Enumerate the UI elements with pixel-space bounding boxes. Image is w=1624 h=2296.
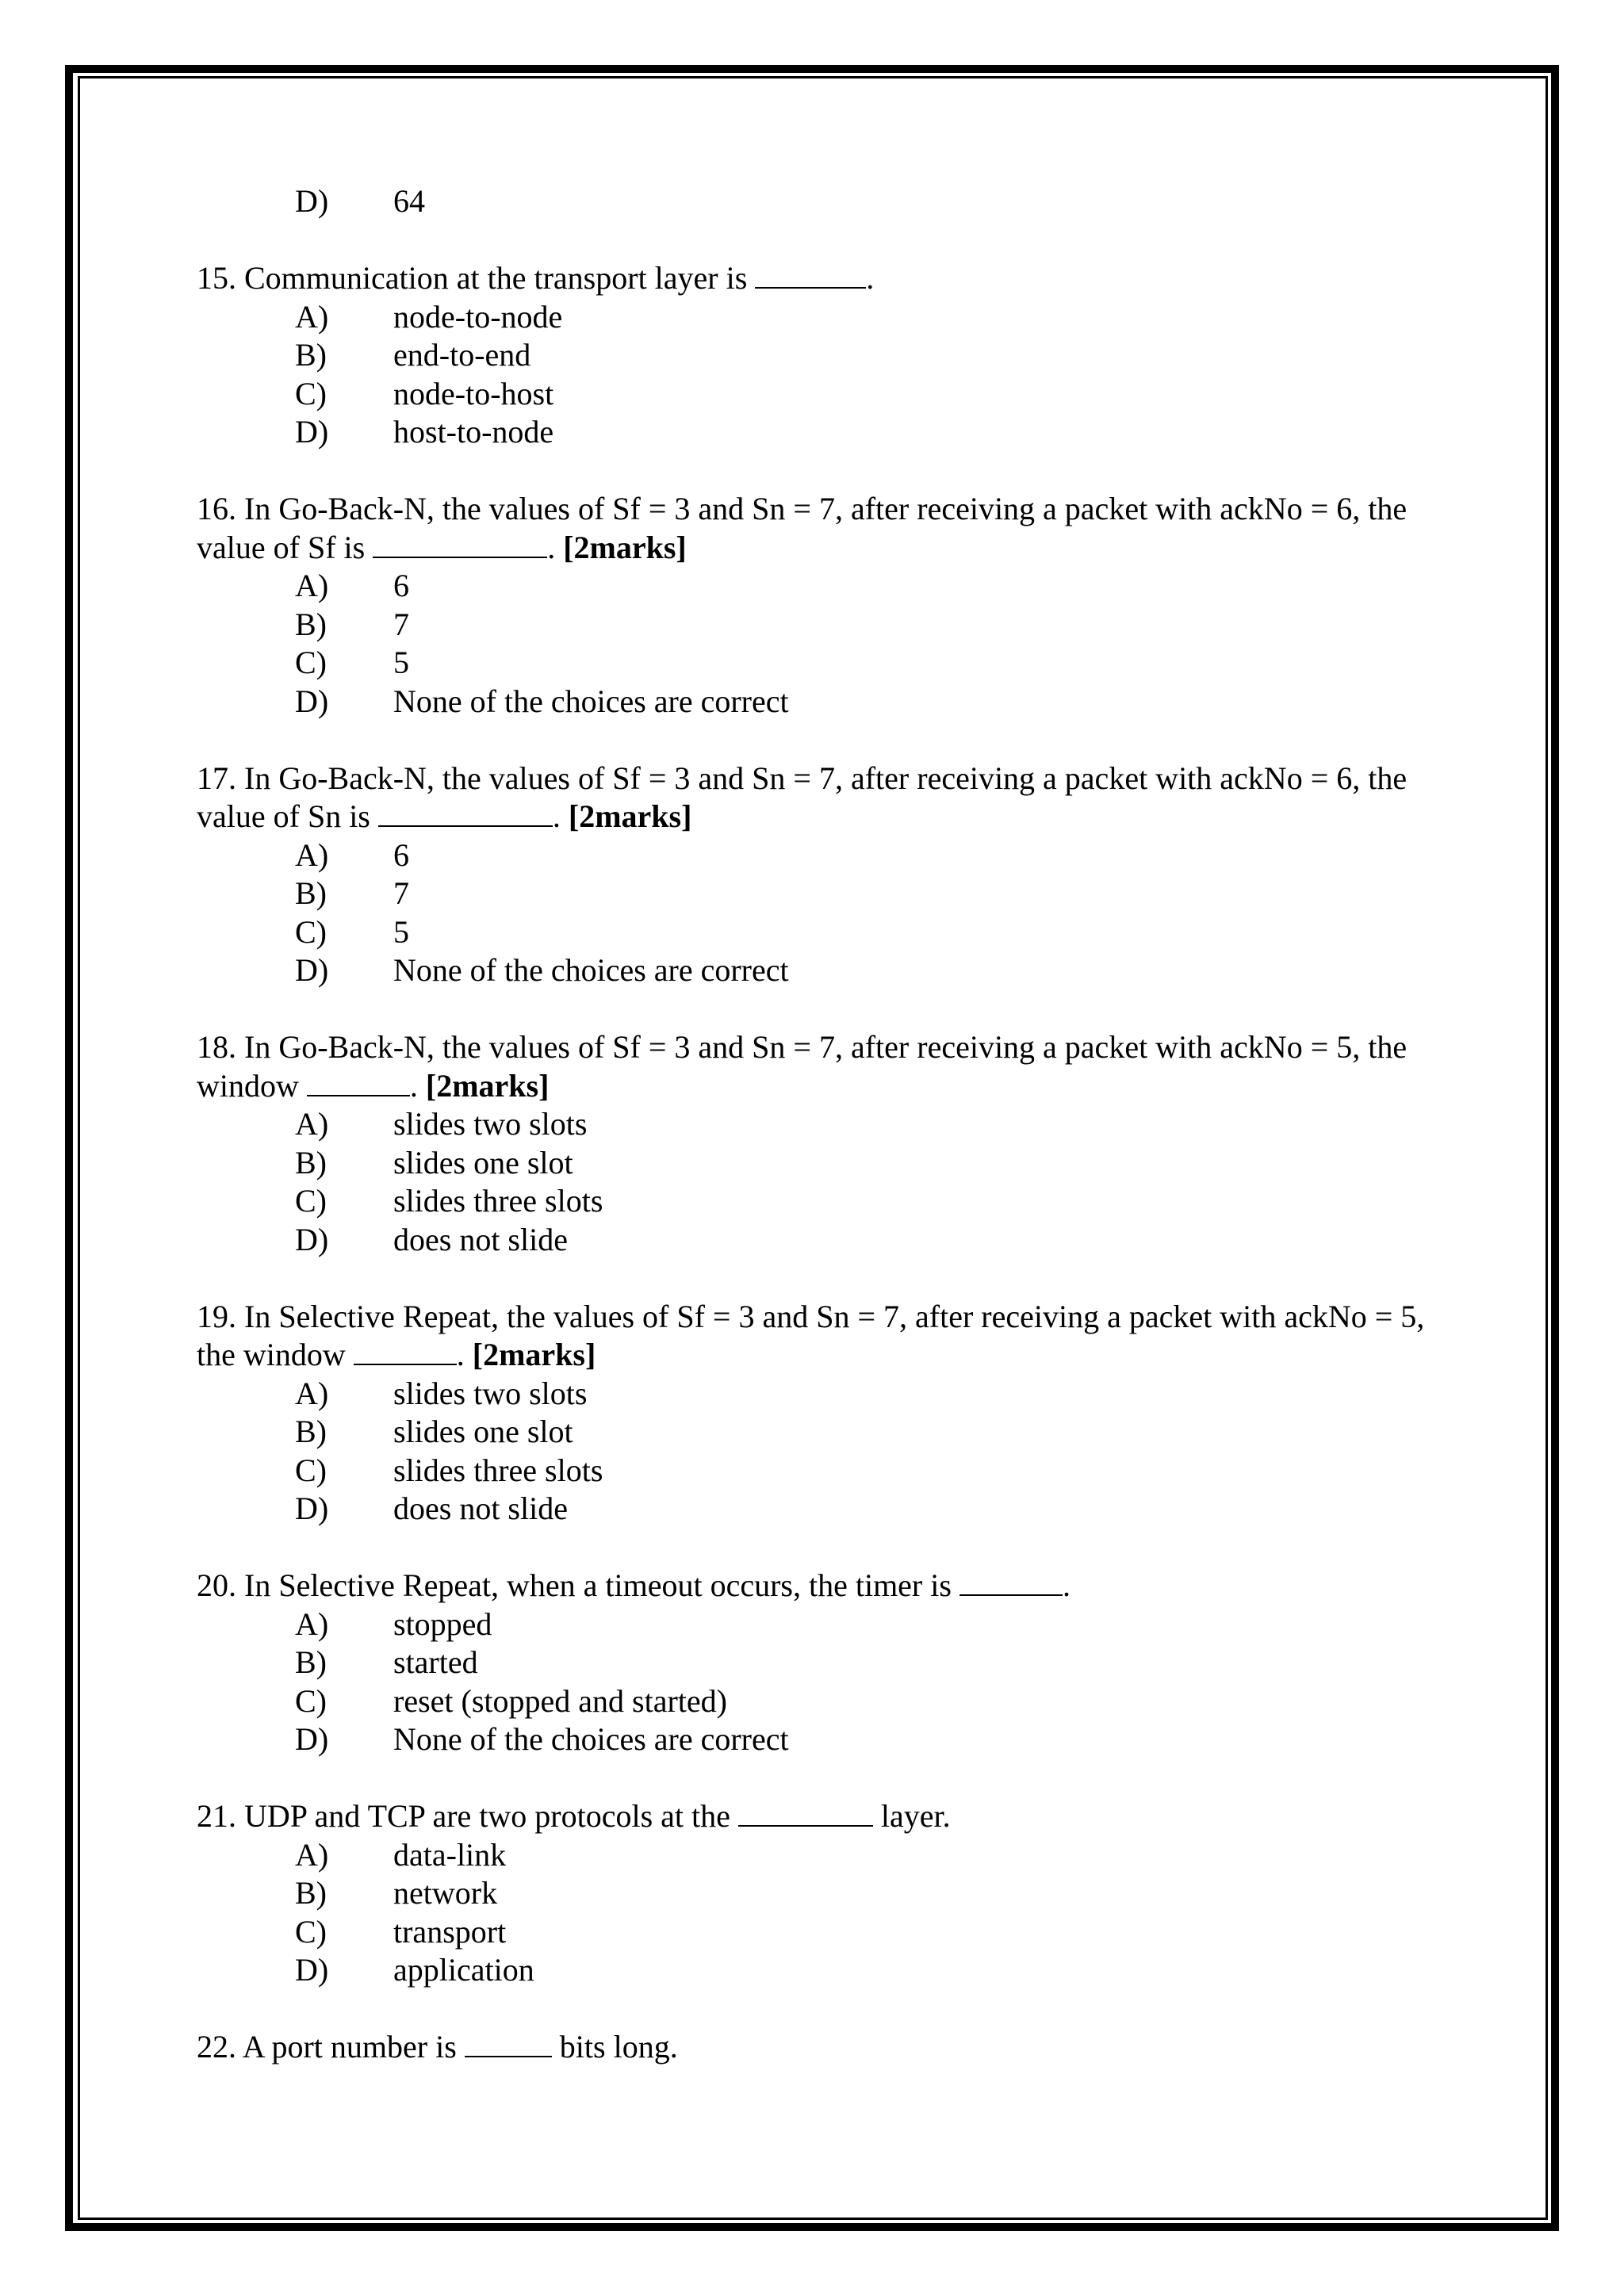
answer-option [197,951,1434,990]
option-letter: B) [295,875,327,911]
question-suffix: . [547,529,564,565]
exam-content [197,182,1434,2067]
option-text: does not slide [393,1490,568,1526]
option-letter: D) [295,1952,329,1988]
question-text: 20. In Selective Repeat, when a timeout occurs, the timer is [197,1567,959,1603]
answer-option [197,413,1434,452]
marks-label: [2marks] [425,1067,550,1104]
answer-option [197,1874,1434,1913]
option-letter: A) [295,568,329,603]
option-letter: B) [295,1644,327,1680]
question-suffix: . [1062,1567,1071,1603]
option-text: node-to-node [393,298,563,335]
option-text: stopped [393,1605,492,1642]
answer-option [197,874,1434,913]
option-text: slides two slots [393,1375,588,1411]
question-text: 22. A port number is [197,2029,465,2064]
answer-option [197,836,1434,875]
option-letter: B) [295,337,327,373]
question-stem [197,259,1434,298]
answer-option [197,1836,1434,1875]
answer-blank [307,1068,410,1096]
option-text: network [393,1875,498,1911]
option-letter: A) [295,298,329,335]
option-text: 7 [393,875,409,911]
question-suffix: . [552,798,569,834]
option-letter: D) [295,952,329,988]
option-letter: C) [295,375,327,411]
answer-option [197,606,1434,645]
option-text: transport [393,1913,507,1950]
answer-option [197,1951,1434,1990]
marks-label: [2marks] [568,798,692,834]
option-text: end-to-end [393,337,531,373]
answer-blank [354,1337,457,1365]
option-letter: A) [295,1106,329,1142]
question-block [197,760,1434,990]
option-text: reset (stopped and started) [393,1682,727,1719]
option-letter: A) [295,836,329,873]
option-text: 5 [393,645,409,680]
answer-option [197,1182,1434,1221]
question-stem [197,1298,1434,1375]
question-suffix: layer. [872,1798,951,1834]
question-stem [197,2028,1434,2067]
question-stem [197,760,1434,836]
answer-option [197,913,1434,952]
option-letter: A) [295,1605,329,1642]
question-text: 18. In Go-Back-N, the values of Sf = 3 and Sn = 7, after receiving a packet with ackNo = 5, the window [197,1029,1408,1104]
answer-option [197,567,1434,606]
answer-option [197,1644,1434,1682]
option-letter: C) [295,1452,327,1488]
option-text: None of the choices are correct [393,1721,789,1757]
question-text: 16. In Go-Back-N, the values of Sf = 3 and Sn = 7, after receiving a packet with ackNo = 6, the value of Sf is [197,491,1408,565]
answer-option [197,1605,1434,1644]
option-text: slides two slots [393,1106,588,1142]
question-text: 19. In Selective Repeat, the values of Sf = 3 and Sn = 7, after receiving a packet with ackNo = 5, the window [197,1298,1425,1372]
option-letter: C) [295,1183,327,1219]
question-stem [197,490,1434,567]
question-block [197,490,1434,721]
option-text: 6 [393,568,409,603]
option-text: data-link [393,1836,507,1873]
option-letter: C) [295,1682,327,1719]
answer-option [197,1413,1434,1452]
option-text: host-to-node [393,414,554,450]
option-letter: D) [295,183,329,219]
answer-option [197,1144,1434,1183]
answer-option [197,1452,1434,1490]
option-text: 5 [393,913,409,950]
answer-option [197,1105,1434,1144]
question-suffix: bits long. [551,2029,678,2064]
option-text: slides one slot [393,1144,573,1181]
answer-blank [465,2029,552,2057]
question-suffix: . [866,260,875,296]
question-stem [197,1567,1434,1605]
answer-option [197,298,1434,337]
option-text: 64 [393,183,425,219]
option-letter: D) [295,1221,329,1257]
option-letter: B) [295,606,327,642]
marks-label: [2marks] [563,529,687,565]
option-letter: D) [295,1490,329,1526]
option-letter: B) [295,1144,327,1181]
carryover-option [197,182,1434,221]
option-text: does not slide [393,1221,568,1257]
option-letter: C) [295,1913,327,1950]
answer-option [197,1720,1434,1759]
question-stem [197,1028,1434,1105]
option-text: node-to-host [393,375,554,411]
answer-option [197,1682,1434,1721]
question-stem [197,1797,1434,1836]
question-text: 21. UDP and TCP are two protocols at the [197,1798,738,1834]
option-text: None of the choices are correct [393,952,789,988]
option-text: 7 [393,606,409,642]
option-letter: D) [295,1721,329,1757]
option-letter: D) [295,683,329,719]
answer-blank [755,260,866,289]
option-letter: C) [295,645,327,680]
answer-blank [738,1798,873,1827]
question-block [197,1567,1434,1759]
option-letter: A) [295,1836,329,1873]
option-text: started [393,1644,478,1680]
question-text: 17. In Go-Back-N, the values of Sf = 3 and Sn = 7, after receiving a packet with ackNo = 6, the value of Sn is [197,760,1408,834]
option-text: slides one slot [393,1414,573,1449]
answer-blank [959,1567,1063,1596]
answer-option [197,336,1434,375]
option-letter: B) [295,1414,327,1449]
option-letter: B) [295,1875,327,1911]
question-block [197,259,1434,452]
answer-option [197,683,1434,721]
question-suffix: . [409,1067,426,1104]
answer-option [197,1490,1434,1529]
option-letter: C) [295,913,327,950]
question-suffix: . [456,1337,473,1372]
marks-label: [2marks] [472,1337,596,1372]
answer-blank [373,530,547,558]
option-text: application [393,1952,534,1988]
option-text: None of the choices are correct [393,683,789,719]
answer-blank [378,798,553,827]
option-text: slides three slots [393,1183,603,1219]
answer-option [197,1221,1434,1260]
question-block [197,1797,1434,1990]
option-text: 6 [393,836,409,873]
answer-option [197,1375,1434,1414]
option-letter: D) [295,414,329,450]
question-text: 15. Communication at the transport layer is [197,260,756,296]
answer-option [197,375,1434,414]
answer-option [197,644,1434,683]
question-block [197,2028,1434,2067]
option-text: slides three slots [393,1452,603,1488]
question-list [197,259,1434,2067]
question-block [197,1028,1434,1259]
answer-option [197,1913,1434,1952]
option-letter: A) [295,1375,329,1411]
question-block [197,1298,1434,1529]
